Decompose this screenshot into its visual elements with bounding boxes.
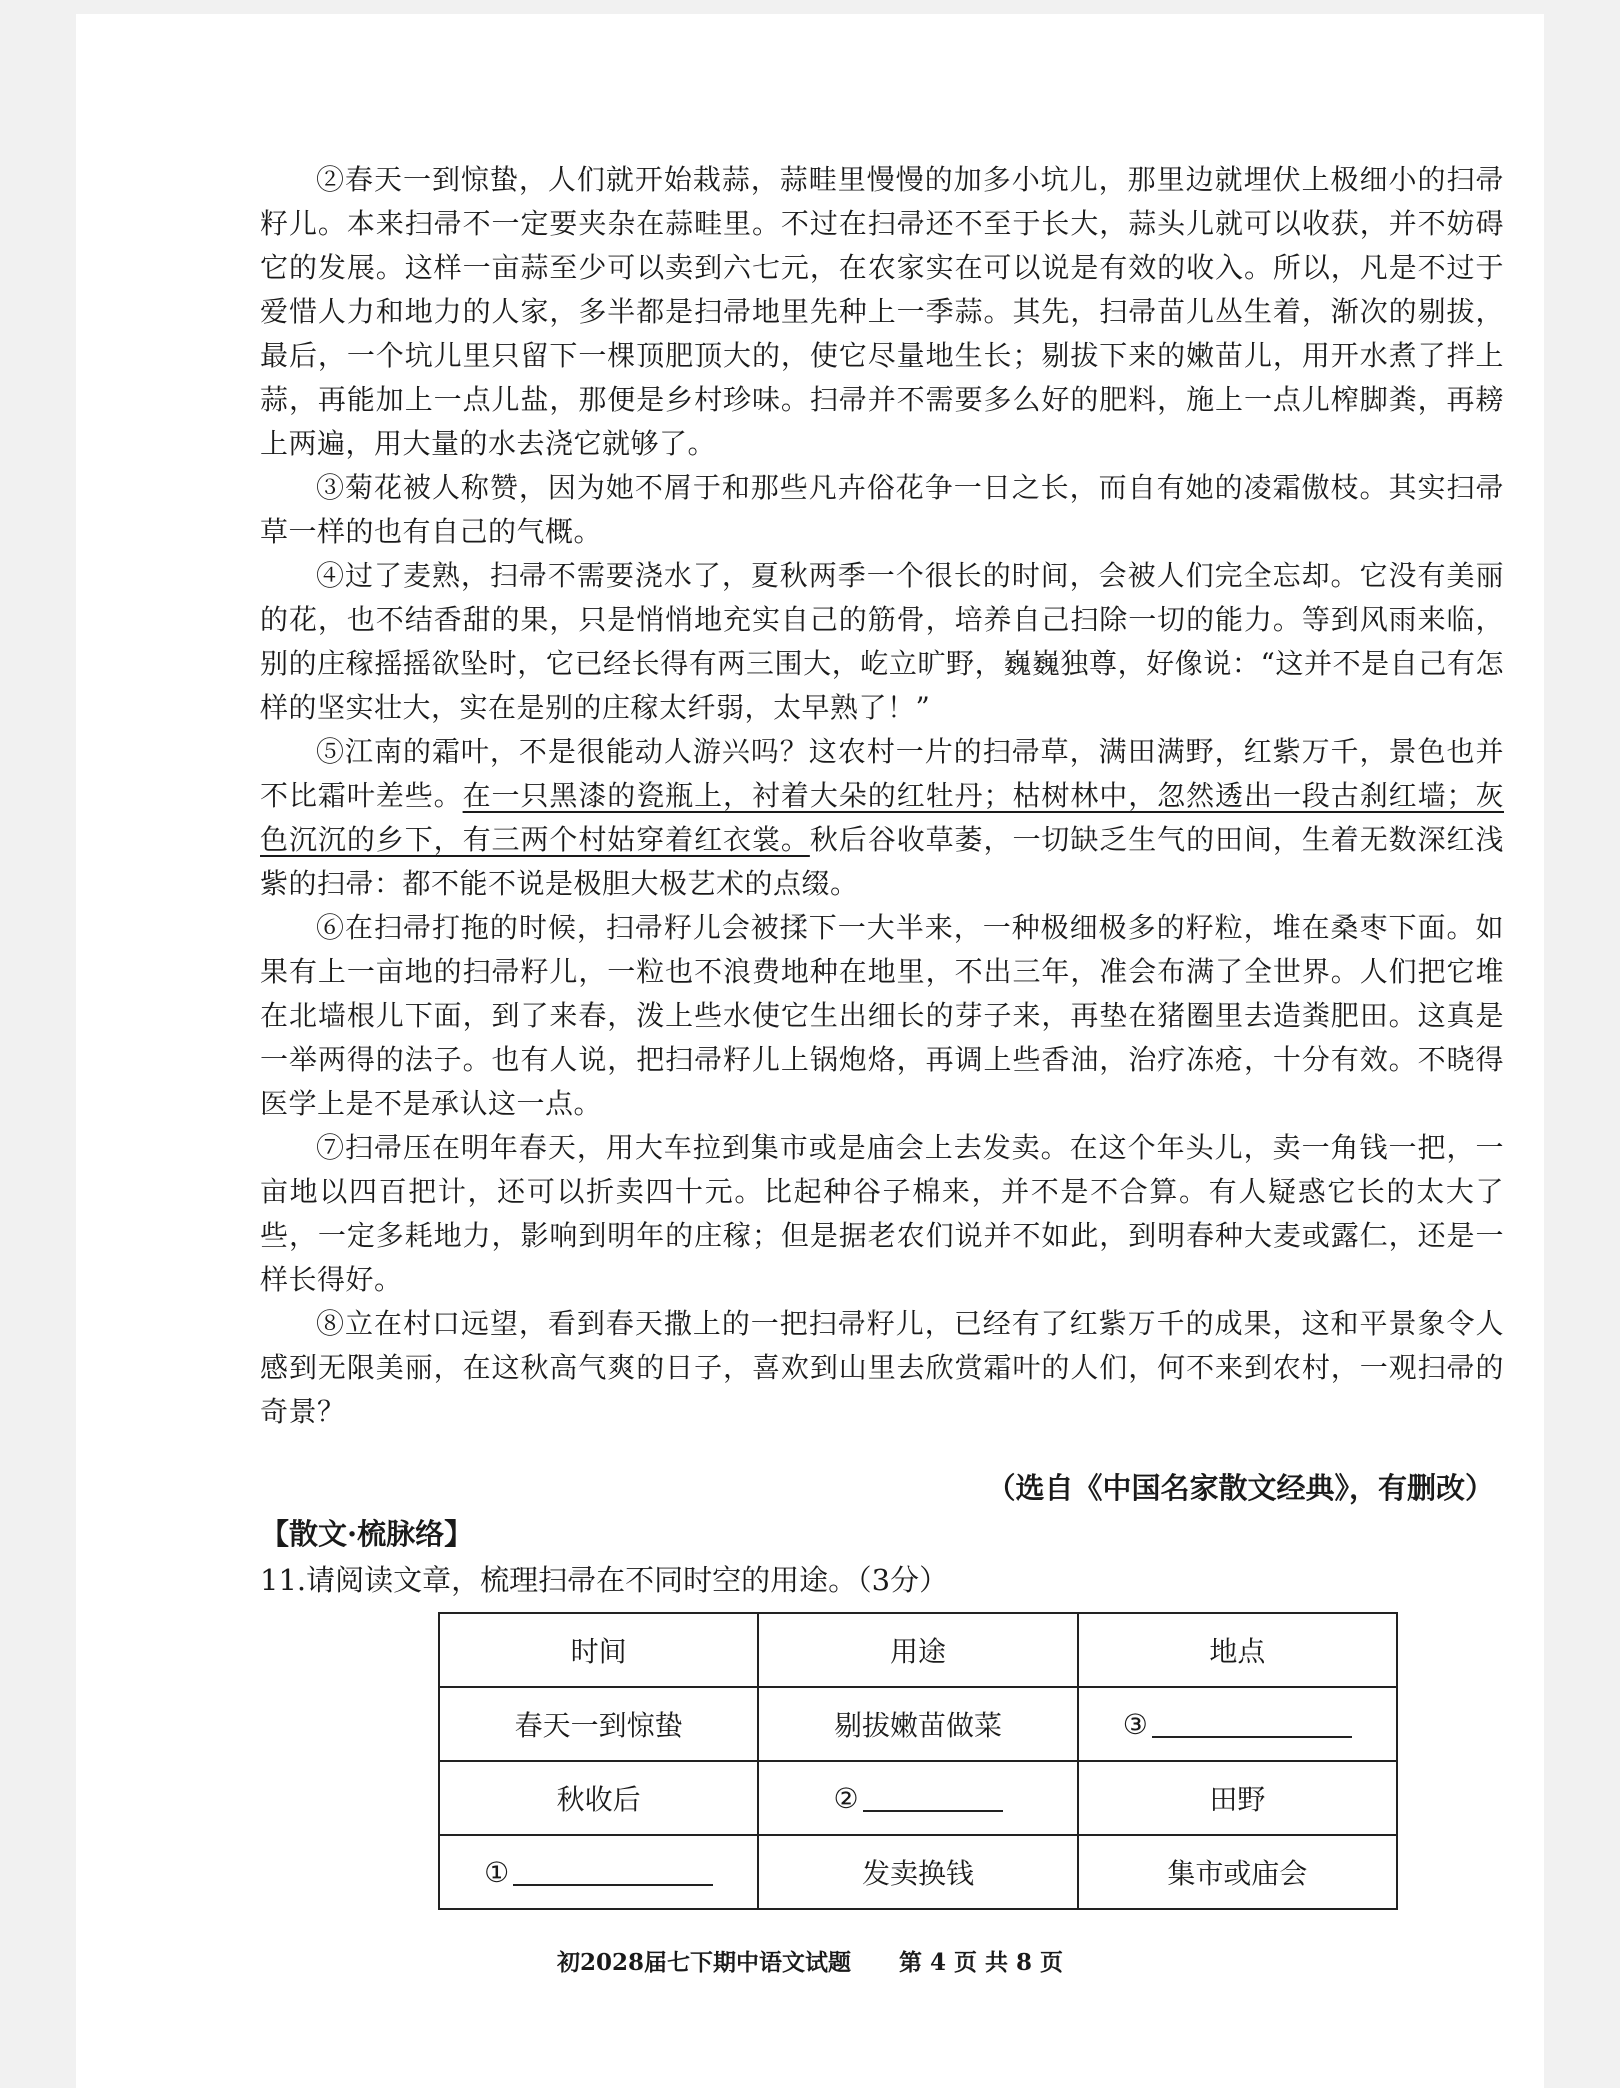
cell-use-blank[interactable]: [758, 1761, 1077, 1835]
header-place: 地点: [1078, 1613, 1397, 1687]
blank-number: ①: [484, 1855, 510, 1889]
cell-place: 田野: [1078, 1761, 1397, 1835]
paragraph-5-post: 秋后谷收草萎，一切缺乏生气的田间，生着无数深红浅紫的扫帚：都不能不说是极胆大极艺术的点缀。: [260, 823, 1504, 900]
paragraph-8: ⑧立在村口远望，看到春天撒上的一把扫帚籽儿，已经有了红紫万千的成果，这和平景象令人感到无限美丽，在这秋高气爽的日子，喜欢到山里去欣赏霜叶的人们，何不来到农村，一观扫帚的奇景？: [260, 1307, 1504, 1428]
cell-use: 剔拔嫩苗做菜: [758, 1687, 1077, 1761]
essay-body: [260, 158, 1504, 1434]
cell-place-blank[interactable]: [1078, 1687, 1397, 1761]
footer-page-number: 第 4 页 共 8 页: [898, 1949, 1064, 1976]
paragraph-4: ④过了麦熟，扫帚不需要浇水了，夏秋两季一个很长的时间，会被人们完全忘却。它没有美丽的花，也不结香甜的果，只是悄悄地充实自己的筋骨，培养自己扫除一切的能力。等到风雨来临，别的庄稼摇摇欲坠时，它已经长得有两三围大，屹立旷野，巍巍独尊，好像说：“这并不是自己有怎样的坚实壮大，实在是别的庄稼太纤弱，太早熟了！”: [260, 559, 1504, 724]
table-row: [439, 1761, 1397, 1835]
paragraph-5: [260, 730, 1504, 906]
answer-blank-3[interactable]: [1152, 1712, 1352, 1738]
cell-use: 发卖换钱: [758, 1835, 1077, 1909]
answer-table: [438, 1612, 1398, 1910]
cell-place: 集市或庙会: [1078, 1835, 1397, 1909]
table-row: [439, 1687, 1397, 1761]
paragraph-2: ②春天一到惊蛰，人们就开始栽蒜，蒜畦里慢慢的加多小坑儿，那里边就埋伏上极细小的扫帚籽儿。本来扫帚不一定要夹杂在蒜畦里。不过在扫帚还不至于长大，蒜头儿就可以收获，并不妨碍它的发展。这样一亩蒜至少可以卖到六七元，在农家实在可以说是有效的收入。所以，凡是不过于爱惜人力和地力的人家，多半都是扫帚地里先种上一季蒜。其先，扫帚苗儿丛生着，渐次的剔拔，最后，一个坑儿里只留下一棵顶肥顶大的，使它尽量地生长；剔拔下来的嫩苗儿，用开水煮了拌上蒜，再能加上一点儿盐，那便是乡村珍味。扫帚并不需要多么好的肥料，施上一点儿榨脚粪，再耪上两遍，用大量的水去浇它就够了。: [260, 163, 1504, 460]
exam-page: [76, 14, 1544, 2088]
section-title: 【散文·梳脉络】: [260, 1517, 474, 1551]
answer-blank-1[interactable]: [513, 1860, 713, 1886]
page-footer: [76, 1944, 1544, 1977]
paragraph-3: ③菊花被人称赞，因为她不屑于和那些凡卉俗花争一日之长，而自有她的凌霜傲枝。其实扫帚草一样的也有自己的气概。: [260, 471, 1504, 548]
header-use: 用途: [758, 1613, 1077, 1687]
question-11: 11.请阅读文章，梳理扫帚在不同时空的用途。（3分）: [260, 1563, 949, 1597]
paragraph-6: ⑥在扫帚打拖的时候，扫帚籽儿会被揉下一大半来，一种极细极多的籽粒，堆在桑枣下面。如果有上一亩地的扫帚籽儿，一粒也不浪费地种在地里，不出三年，准会布满了全世界。人们把它堆在北墙根儿下面，到了来春，泼上些水使它生出细长的芽子来，再垫在猪圈里去造粪肥田。这真是一举两得的法子。也有人说，把扫帚籽儿上锅炮烙，再调上些香油，治疗冻疮，十分有效。不晓得医学上是不是承认这一点。: [260, 911, 1504, 1120]
blank-number: ②: [833, 1781, 859, 1815]
source-citation: （选自《中国名家散文经典》，有删改）: [986, 1471, 1494, 1505]
paragraph-5-pre: ⑤江南的霜叶，不是很能动人游兴吗？这农村一片的扫帚草，满田满野，红紫万千，景色也并不比霜叶差些。: [260, 735, 1504, 812]
paragraph-5-underlined-sentence: 在一只黑漆的瓷瓶上，衬着大朵的红牡丹；枯树林中，忽然透出一段古刹红墙；灰色沉沉的乡下，有三两个村姑穿着红衣裳。: [260, 779, 1504, 856]
answer-blank-2[interactable]: [863, 1786, 1003, 1812]
header-time: 时间: [439, 1613, 758, 1687]
table-header-row: [439, 1613, 1397, 1687]
cell-time-blank[interactable]: [439, 1835, 758, 1909]
table-row: [439, 1835, 1397, 1909]
blank-number: ③: [1122, 1707, 1148, 1741]
footer-exam-title: 初2028届七下期中语文试题: [556, 1949, 851, 1976]
cell-time: 春天一到惊蛰: [439, 1687, 758, 1761]
cell-time: 秋收后: [439, 1761, 758, 1835]
paragraph-7: ⑦扫帚压在明年春天，用大车拉到集市或是庙会上去发卖。在这个年头儿，卖一角钱一把，一亩地以四百把计，还可以折卖四十元。比起种谷子棉来，并不是不合算。有人疑惑它长的太大了些，一定多耗地力，影响到明年的庄稼；但是据老农们说并不如此，到明春种大麦或露仁，还是一样长得好。: [260, 1131, 1504, 1296]
